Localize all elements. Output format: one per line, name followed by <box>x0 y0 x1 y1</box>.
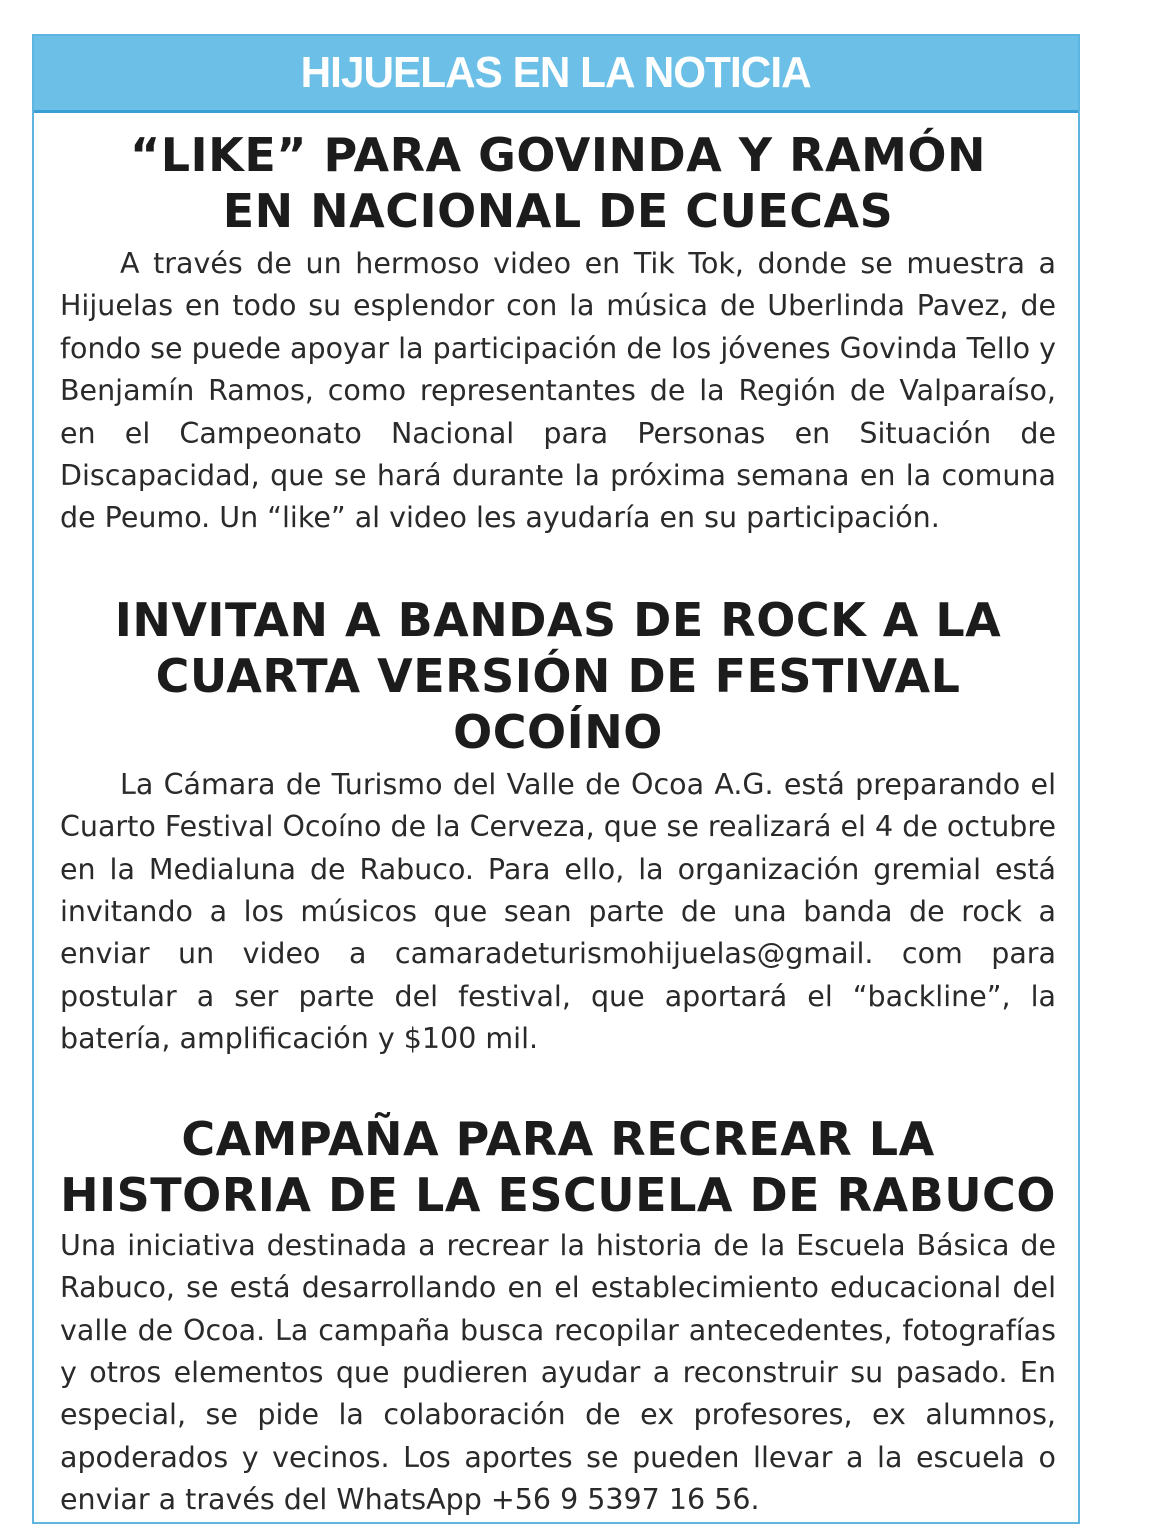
headline-line: INVITAN A BANDAS DE ROCK A LA <box>114 592 1002 647</box>
article-body: A través de un hermoso video en Tik Tok, donde se muestra a Hijuelas en todo su esplendor con la música de Uberlinda Pavez, de fondo se puede apoyar la participación de los jóvenes Govinda Tello y Benjamín Ramos, como representantes de la Región de Valparaíso, en el Campeonato Nacional para Personas en Situación de Discapacidad, que se hará durante la próxima semana en la comuna de Peumo. Un “like” al video les ayudaría en su participación. <box>60 247 1056 535</box>
article-body: La Cámara de Turismo del Valle de Ocoa A.G. está preparando el Cuarto Festival Ocoíno de la Cerveza, que se realizará el 4 de octubre en la Medialuna de Rabuco. Para ello, la organización gremial está invitando a los músicos que sean parte de una banda de rock a enviar un video a camaradeturismohijuelas@gmail. com para postular a ser parte del festival, que aportará el “backline”, la batería, amplificación y $100 mil. <box>60 767 1056 1056</box>
news-content <box>34 113 1078 1522</box>
article-body: Una iniciativa destinada a recrear la historia de la Escuela Básica de Rabuco, se está desarrollando en el establecimiento educacional del valle de Ocoa. La campaña busca recopilar antecedentes, fotografías y otros elementos que pudieren ayudar a reconstruir su pasado. En especial, se pide la colaboración de ex profesores, ex alumnos, apoderados y vecinos. Los aportes se pueden llevar a la escuela o enviar a través del WhatsApp +56 9 5397 16 56. <box>60 1228 1056 1517</box>
headline-line: HISTORIA DE LA ESCUELA DE RABUCO <box>60 1167 1056 1222</box>
news-article-rock-festival <box>60 592 1056 1061</box>
headline-line: EN NACIONAL DE CUECAS <box>222 184 894 238</box>
headline-line: CAMPAÑA PARA RECREAR LA <box>181 1111 935 1166</box>
headline-line: “LIKE” PARA GOVINDA Y RAMÓN <box>130 128 986 182</box>
headline-line: CUARTA VERSIÓN DE FESTIVAL OCOÍNO <box>155 648 961 759</box>
section-title: HIJUELAS EN LA NOTICIA <box>300 48 812 97</box>
news-article-like-govinda <box>60 113 1056 540</box>
article-headline <box>60 1111 1056 1223</box>
news-box <box>32 34 1080 1524</box>
article-headline <box>60 592 1056 760</box>
article-headline <box>60 127 1056 239</box>
news-article-rabuco-school <box>60 1111 1056 1522</box>
section-banner <box>34 36 1078 113</box>
